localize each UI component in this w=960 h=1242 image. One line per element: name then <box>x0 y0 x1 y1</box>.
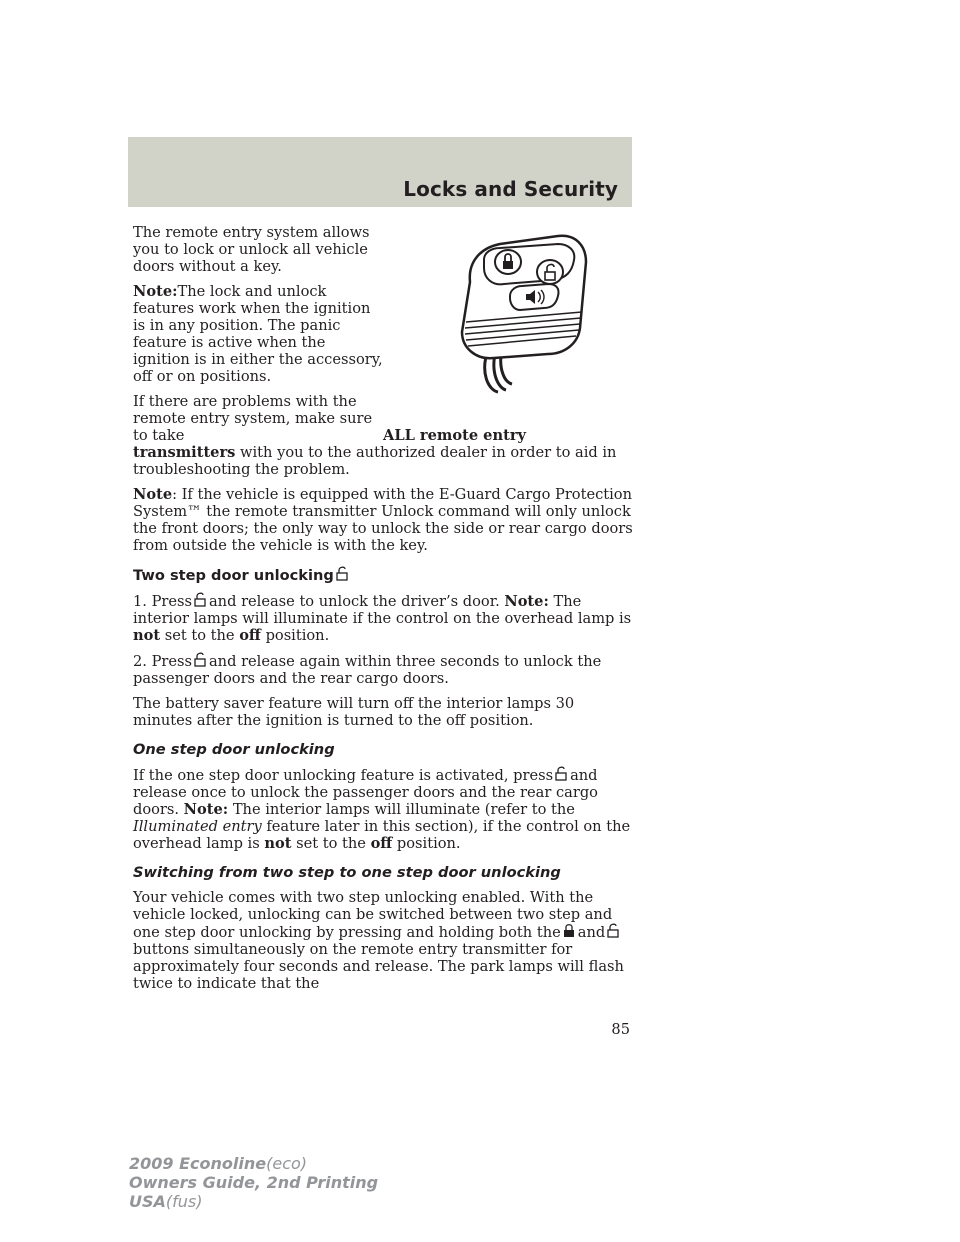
step1-set-to: set to the <box>164 627 235 644</box>
step1-press: 1. Press <box>133 593 192 610</box>
section-header-band <box>128 137 632 207</box>
switching-heading: Switching from two step to one step door unlocking <box>133 864 561 881</box>
note-text: The lock and unlock features work when the ignition is in any position. The panic feature is active when the ignition is in either the accessory, off or on positions. <box>133 283 383 385</box>
step1-off: off <box>239 627 261 644</box>
troubleshoot-text-a: If there are problems with the remote entry system, make sure to take <box>133 393 373 444</box>
intro-section <box>133 224 633 385</box>
unlock-icon <box>194 652 207 667</box>
footer-printing: Owners Guide, 2nd Printing <box>129 1173 379 1192</box>
one-step-set-to: set to the <box>296 835 366 852</box>
unlock-icon <box>555 766 568 781</box>
page-body <box>133 224 633 1000</box>
one-step-text-b: and release once to unlock the passenger doors and the rear cargo doors. <box>133 767 598 818</box>
two-step-step-2 <box>133 652 633 687</box>
ignition-note <box>133 283 383 385</box>
switching-text-b: buttons simultaneously on the remote entry transmitter for approximately four seconds and release. The park lamps will flash twice to indicate that the <box>133 941 624 992</box>
lock-icon <box>563 923 576 938</box>
one-step-position: position. <box>396 835 461 852</box>
note-label: Note: <box>133 283 178 300</box>
one-step-text-d: feature later in this section), if the control on the overhead lamp is <box>133 818 631 852</box>
step2-text: and release again within three seconds to unlock the passenger doors and the rear cargo doors. <box>133 653 602 687</box>
page-number: 85 <box>611 1021 630 1038</box>
troubleshooting-paragraph <box>133 393 633 478</box>
two-step-heading-text: Two step door unlocking <box>133 567 334 584</box>
section-title: Locks and Security <box>403 177 618 201</box>
step1-text: and release to unlock the driver’s door. <box>208 593 500 610</box>
step1-position: position. <box>265 627 330 644</box>
footer-model-code: (eco) <box>266 1154 308 1173</box>
transmitters-emphasis: ALL remote entry transmitters <box>133 427 526 461</box>
switching-and: and <box>577 924 606 941</box>
one-step-text-c: The interior lamps will illuminate (refer to the <box>232 801 575 818</box>
footer-market: USA <box>129 1192 166 1211</box>
eguard-note <box>133 486 633 554</box>
one-step-paragraph <box>133 766 633 852</box>
eguard-note-label: Note <box>133 486 173 503</box>
footer-line-1 <box>129 1154 378 1173</box>
two-step-step-1 <box>133 592 633 644</box>
document-footer <box>129 1154 378 1211</box>
unlock-icon <box>607 923 620 938</box>
footer-market-code: (fus) <box>165 1192 203 1211</box>
troubleshoot-text-b: with you to the authorized dealer in order to aid in troubleshooting the problem. <box>133 444 617 478</box>
step1-note-label: Note: <box>504 593 549 610</box>
step1-not: not <box>133 627 161 644</box>
unlock-icon <box>336 566 349 581</box>
unlock-icon <box>194 592 207 607</box>
switching-paragraph <box>133 889 633 992</box>
two-step-heading <box>133 566 633 584</box>
step1-note-text: The interior lamps will illuminate if the control on the overhead lamp is <box>133 593 632 627</box>
footer-model: 2009 Econoline <box>129 1154 267 1173</box>
step2-press: 2. Press <box>133 653 192 670</box>
intro-paragraph: The remote entry system allows you to lock or unlock all vehicle doors without a key. <box>133 224 370 275</box>
illuminated-entry-ref: Illuminated entry <box>133 818 262 835</box>
one-step-note-label: Note: <box>183 801 229 818</box>
footer-line-2 <box>129 1173 378 1192</box>
one-step-not: not <box>264 835 292 852</box>
battery-saver-paragraph: The battery saver feature will turn off the interior lamps 30 minutes after the ignition is turned to the off position. <box>133 695 575 729</box>
eguard-note-text: : If the vehicle is equipped with the E-Guard Cargo Protection System™ the remote transmitter Unlock command will only unlock the front doors; the only way to unlock the side or rear cargo doors from outside the vehicle is with the key. <box>133 486 633 554</box>
one-step-heading: One step door unlocking <box>133 741 335 758</box>
footer-line-3 <box>129 1192 378 1211</box>
switching-text-a: Your vehicle comes with two step unlocking enabled. With the vehicle locked, unlocking can be switched between two step and one step door unlocking by pressing and holding both the <box>133 889 613 941</box>
one-step-off: off <box>370 835 393 852</box>
one-step-text-a: If the one step door unlocking feature is activated, press <box>133 767 554 784</box>
